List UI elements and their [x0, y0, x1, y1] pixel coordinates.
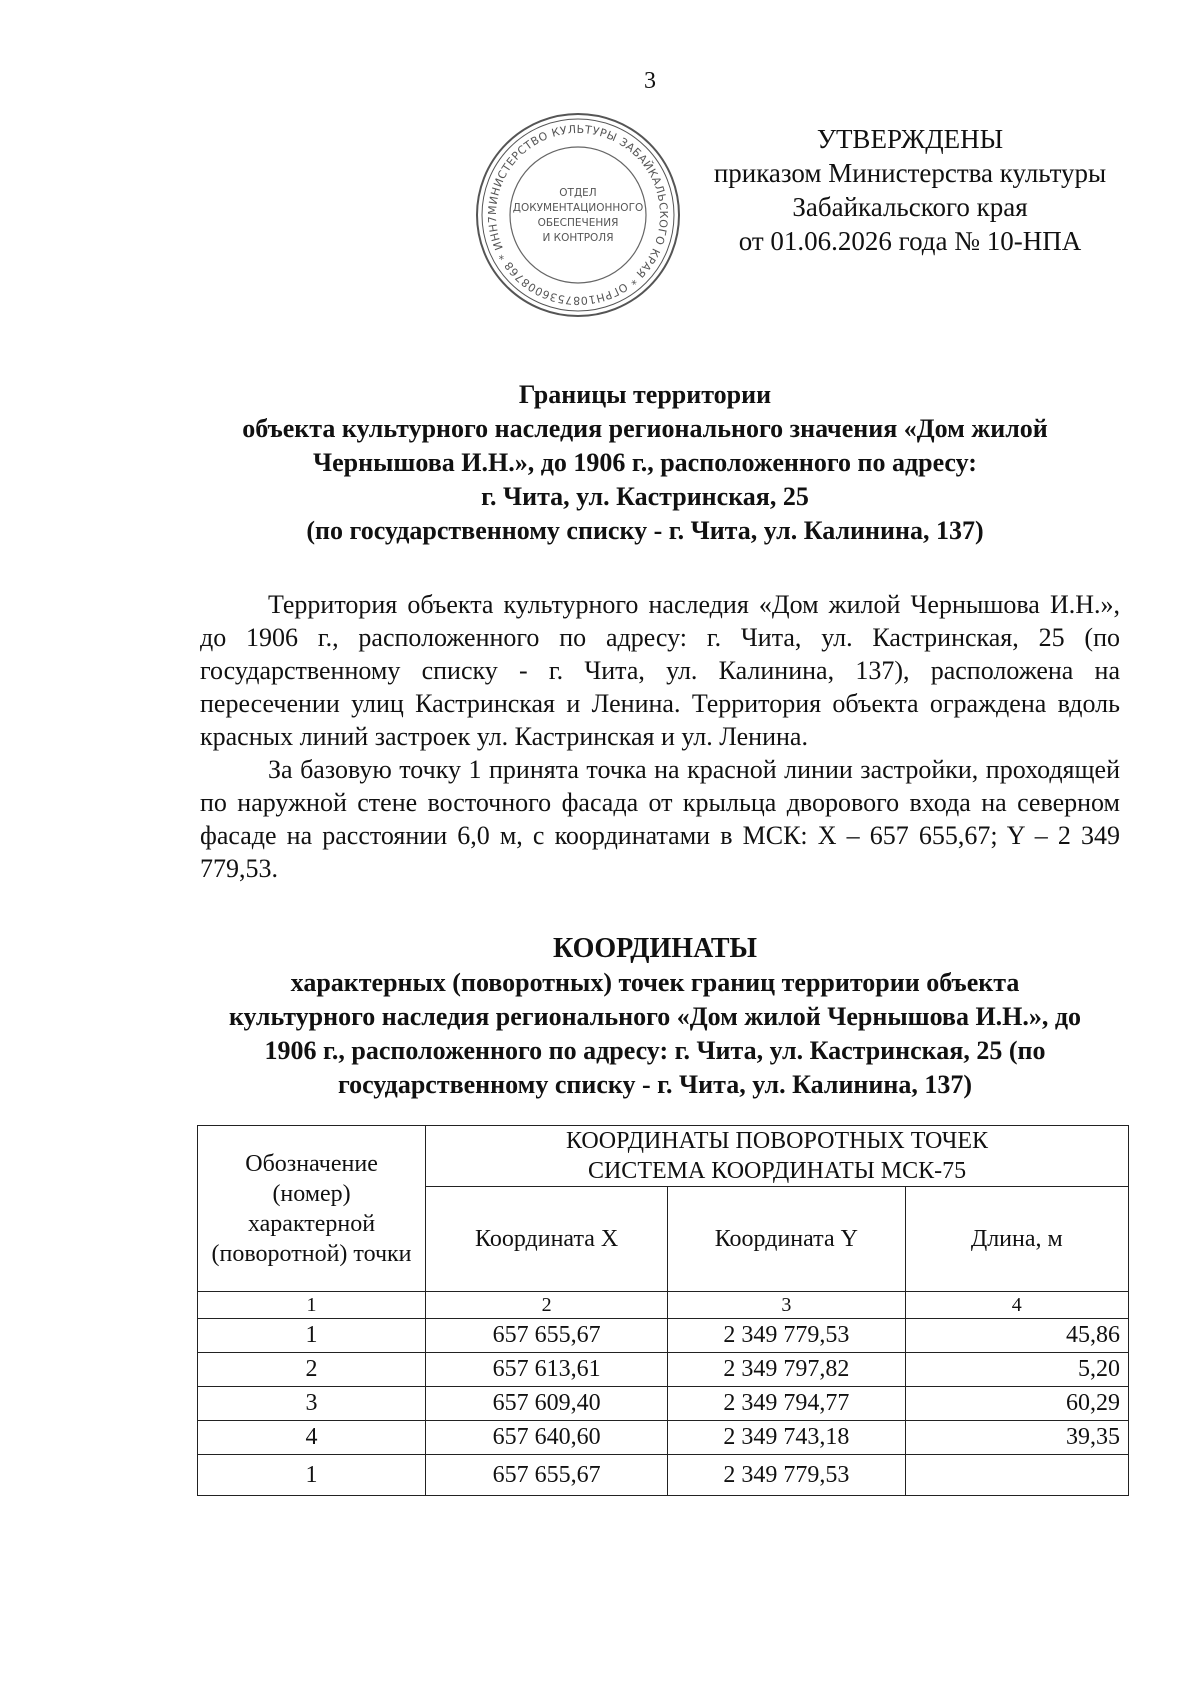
title-line: г. Чита, ул. Кастринская, 25: [481, 482, 809, 511]
point-number: 1: [198, 1455, 426, 1496]
point-number: 3: [198, 1387, 426, 1421]
stamp-inner-line: ДОКУМЕНТАЦИОННОГО: [512, 202, 644, 214]
column-index-row: [198, 1292, 1129, 1319]
stamp-outer-text: МИНИСТЕРСТВО КУЛЬТУРЫ ЗАБАЙКАЛЬСКОГО КРАЯ * ОГРН1087536008768 * ИНН7: [485, 122, 671, 308]
coordinate-y-header: Координата Y: [668, 1187, 905, 1292]
coordinate-y: 2 349 743,18: [668, 1421, 905, 1455]
coordinate-x: 657 655,67: [426, 1319, 668, 1353]
stamp-seal-icon: [473, 110, 683, 320]
coordinate-y: 2 349 779,53: [668, 1455, 905, 1496]
table-row: [198, 1319, 1129, 1353]
coordinate-x: 657 609,40: [426, 1387, 668, 1421]
segment-length: 60,29: [905, 1387, 1128, 1421]
document-title: [195, 378, 1095, 548]
group-header-line: СИСТЕМА КООРДИНАТЫ МСК-75: [587, 1158, 967, 1184]
coordinates-subtitle-line: государственному списку - г. Чита, ул. Калинина, 137): [337, 1070, 973, 1099]
coordinates-table: [197, 1125, 1129, 1496]
table-row: [198, 1387, 1129, 1421]
length-header: Длина, м: [905, 1187, 1128, 1292]
approval-date: от 01.06.2026 года № 10-НПА: [738, 226, 1082, 256]
group-header-line: КООРДИНАТЫ ПОВОРОТНЫХ ТОЧЕК: [566, 1128, 989, 1154]
segment-length: 45,86: [905, 1319, 1128, 1353]
coordinate-x-header: Координата X: [426, 1187, 668, 1292]
coordinates-subtitle-line: 1906 г., расположенного по адресу: г. Чита, ул. Кастринская, 25 (по: [264, 1036, 1046, 1065]
approval-block: [700, 122, 1120, 258]
segment-length: 39,35: [905, 1421, 1128, 1455]
coordinate-x: 657 640,60: [426, 1421, 668, 1455]
approval-line: приказом Министерства культуры: [713, 158, 1107, 188]
stamp-inner-line: И КОНТРОЛЯ: [542, 232, 614, 244]
title-line: Границы территории: [518, 380, 772, 409]
point-number: 4: [198, 1421, 426, 1455]
segment-length: [905, 1455, 1128, 1496]
table-header-row: [198, 1126, 1129, 1187]
column-index: 2: [426, 1292, 668, 1319]
point-number-header: Обозначение (номер) характерной (поворотной) точки: [198, 1126, 426, 1292]
approval-heading: УТВЕРЖДЕНЫ: [816, 124, 1004, 154]
title-line: (по государственному списку - г. Чита, ул. Калинина, 137): [306, 516, 984, 545]
column-index: 3: [668, 1292, 905, 1319]
table-row: [198, 1353, 1129, 1387]
page-number: 3: [644, 68, 656, 94]
coordinate-x: 657 655,67: [426, 1455, 668, 1496]
title-line: Чернышова И.Н.», до 1906 г., расположенного по адресу:: [313, 448, 977, 477]
column-index: 4: [905, 1292, 1128, 1319]
coordinate-x: 657 613,61: [426, 1353, 668, 1387]
coordinates-group-header: [426, 1126, 1129, 1187]
title-line: объекта культурного наследия регионального значения «Дом жилой: [242, 414, 1048, 443]
coordinate-y: 2 349 797,82: [668, 1353, 905, 1387]
point-number: 2: [198, 1353, 426, 1387]
table-row: [198, 1455, 1129, 1496]
coordinate-y: 2 349 779,53: [668, 1319, 905, 1353]
paragraph-base-point: За базовую точку 1 принята точка на красной линии застройки, проходящей по наружной стене восточного фасада от крыльца дворового входа на северном фасаде на расстоянии 6,0 м, с координатами в МСК: X – 657 655,67; Y – 2 349 779,53.: [200, 755, 1120, 883]
coordinates-title: КООРДИНАТЫ: [552, 933, 758, 964]
table-row: [198, 1421, 1129, 1455]
approval-line: Забайкальского края: [792, 192, 1028, 222]
coordinate-y: 2 349 794,77: [668, 1387, 905, 1421]
coordinates-subtitle-line: культурного наследия регионального «Дом жилой Чернышова И.Н.», до: [228, 1002, 1082, 1031]
point-number: 1: [198, 1319, 426, 1353]
paragraph-territory: Территория объекта культурного наследия «Дом жилой Чернышова И.Н.», до 1906 г., расположенного по адресу: г. Чита, ул. Кастринская, 25 (по государственному списку - г. Чита, ул. Калинина, 137), расположена на пересечении улиц Кастринская и Ленина. Территория объекта ограждена вдоль красных линий застроек ул. Кастринская и ул. Ленина.: [200, 590, 1120, 751]
segment-length: 5,20: [905, 1353, 1128, 1387]
official-stamp: [473, 110, 683, 320]
stamp-inner-line: ОБЕСПЕЧЕНИЯ: [537, 217, 619, 229]
stamp-inner-line: ОТДЕЛ: [559, 187, 597, 199]
coordinates-subtitle-line: характерных (поворотных) точек границ территории объекта: [290, 968, 1020, 997]
column-index: 1: [198, 1292, 426, 1319]
body-text: [200, 588, 1120, 885]
coordinates-heading: [195, 932, 1115, 1102]
